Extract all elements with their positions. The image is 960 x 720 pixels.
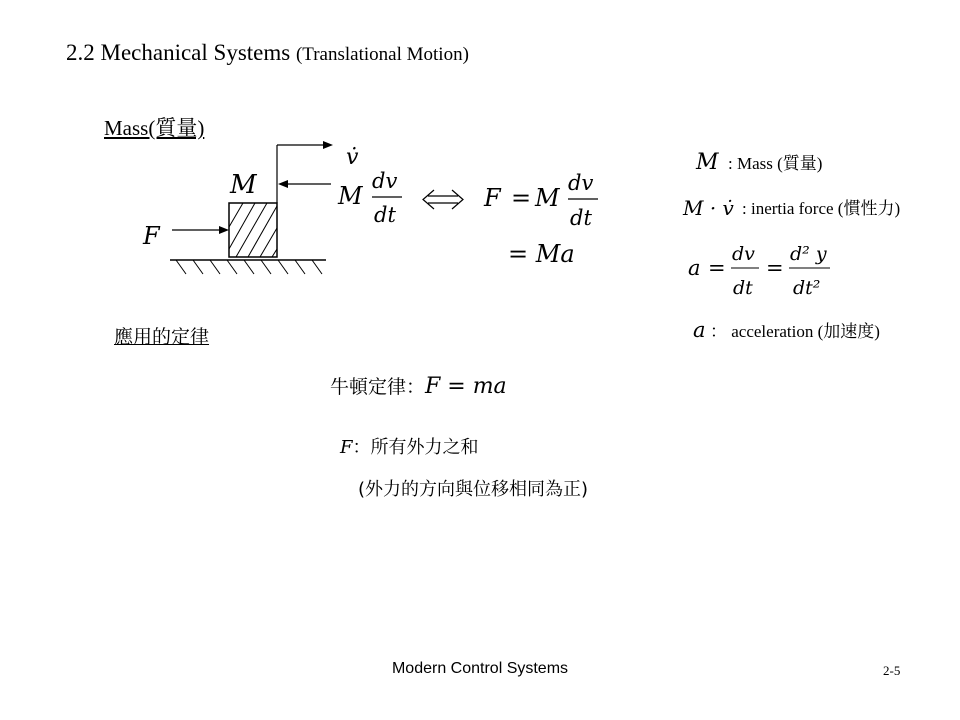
equation-equals: = — [511, 184, 532, 212]
mass-symbol: M — [230, 170, 257, 200]
inertia-mass-symbol: M — [338, 182, 363, 210]
footer-course-title: Modern Control Systems — [391, 660, 569, 677]
equivalence-arrow-icon — [423, 190, 463, 209]
force-definition — [340, 433, 479, 459]
equation-dt: dt — [570, 206, 592, 230]
mass-heading: Mass(質量) — [104, 116, 205, 140]
force-arrow — [172, 226, 229, 234]
equation-dv: dv — [568, 171, 594, 195]
acc-dt2: dt² — [793, 277, 821, 299]
force-symbol: F — [143, 222, 160, 250]
acc-equals-1: = — [708, 256, 726, 280]
force-definition-text: ：所有外力之和 — [352, 437, 479, 458]
velocity-symbol: v̇ — [346, 145, 359, 170]
inertia-dv: dv — [372, 169, 398, 193]
acc-d2y: d² y — [790, 243, 827, 265]
applied-law-heading: 應用的定律 — [114, 326, 210, 348]
note-inertia-symbol: M · v̇ — [683, 196, 734, 220]
force-definition-symbol: F — [340, 437, 353, 458]
force-definition-note: (外力的方向與位移相同為正) — [358, 479, 589, 500]
note-a-text: ： acceleration (加速度) — [710, 322, 880, 341]
note-m-symbol: M — [696, 150, 719, 175]
inertia-dt: dt — [374, 203, 396, 227]
equation-second-line: = Ma — [508, 240, 575, 268]
equation-M: M — [535, 184, 560, 212]
velocity-arrow — [277, 141, 333, 203]
acc-dv: dv — [732, 243, 755, 265]
equation-F: F — [484, 184, 501, 212]
newton-label: 牛頓定律： — [330, 376, 426, 398]
newton-law — [330, 372, 507, 399]
title-main: 2.2 Mechanical Systems — [66, 40, 291, 65]
ground-hatching — [176, 260, 322, 274]
acc-equals-2: = — [766, 256, 784, 280]
note-m-text: : Mass (質量) — [728, 154, 823, 173]
note-a-symbol: a — [693, 318, 706, 342]
newton-formula: F = ma — [425, 374, 507, 399]
note-inertia-text: : inertia force (慣性力) — [742, 199, 901, 218]
title-sub: (Translational Motion) — [295, 44, 469, 65]
acc-dt: dt — [733, 277, 753, 299]
block-hatching — [229, 203, 277, 257]
acc-a: a — [688, 256, 701, 280]
inertia-arrow — [278, 180, 331, 188]
page-number: 2-5 — [883, 663, 901, 678]
